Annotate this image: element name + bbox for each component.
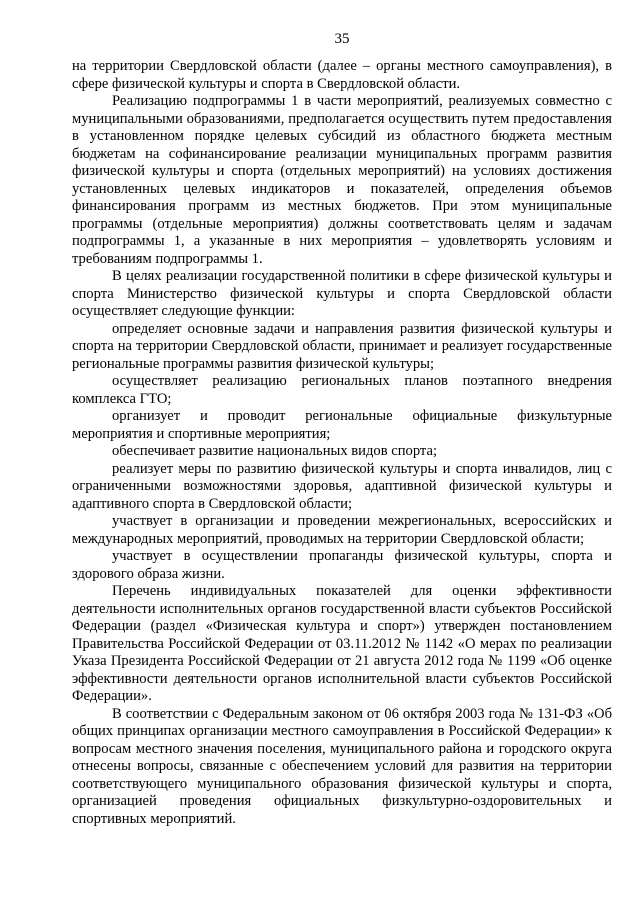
paragraph: реализует меры по развитию физической культуры и спорта инвалидов, лиц с ограниченными возможностями здоровья, адаптивной физической культуры и адаптивного спорта в Свердловской области; [72, 460, 612, 512]
paragraph: обеспечивает развитие национальных видов спорта; [112, 443, 438, 459]
paragraph: участвует в организации и проведении межрегиональных, всероссийских и международных мероприятий, проводимых на территории Свердловской области; [72, 513, 612, 547]
document-body [72, 58, 612, 828]
paragraph: на территории Свердловской области (далее – органы местного самоуправления), в сфере физической культуры и спорта в Свердловской области. [72, 58, 612, 92]
paragraph: осуществляет реализацию региональных планов поэтапного внедрения комплекса ГТО; [72, 373, 612, 407]
paragraph: В целях реализации государственной политики в сфере физической культуры и спорта Министерство физической культуры и спорта Свердловской области осуществляет следующие функции: [72, 268, 612, 319]
paragraph: Перечень индивидуальных показателей для оценки эффективности деятельности исполнительных органов государственной власти субъектов Российской Федерации (раздел «Физическая культура и спорт») утвержден постановлением Правительства Российской Федерации от 03.11.2012 № 1142 «О мерах по реализации Указа Президента Российской Федерации от 21 августа 2012 года № 1199 «Об оценке эффективности деятельности органов исполнительной власти субъектов Российской Федерации». [72, 583, 612, 704]
page-number: 35 [334, 31, 350, 47]
paragraph: определяет основные задачи и направления развития физической культуры и спорта на территории Свердловской области, принимает и реализует государственные региональные программы развития физической культуры; [72, 320, 612, 372]
paragraph: участвует в осуществлении пропаганды физической культуры, спорта и здорового образа жизни. [72, 548, 612, 582]
paragraph: Реализацию подпрограммы 1 в части мероприятий, реализуемых совместно с муниципальными образованиями, предполагается осуществить путем предоставления в установленном порядке целевых субсидий из областного бюджета местным бюджетам на софинансирование реализации муниципальных программ развития физической культуры и спорта (отдельных мероприятий) на условиях достижения установленных целевых индикаторов и показателей, определения объемов финансирования программ из местных бюджетов. При этом муниципальные программы (отдельные мероприятия) должны соответствовать целям и задачам подпрограммы 1, а указанные в них мероприятия – удовлетворять условиям и требованиям подпрограммы 1. [72, 93, 612, 267]
paragraph: организует и проводит региональные официальные физкультурные мероприятия и спортивные мероприятия; [72, 408, 612, 442]
paragraph: В соответствии с Федеральным законом от 06 октября 2003 года № 131-ФЗ «Об общих принципах организации местного самоуправления в Российской Федерации» к вопросам местного значения поселения, муниципального района и городского округа отнесены вопросы, связанные с обеспечением условий для развития на территории соответствующего муниципального образования физической культуры и спорта, организацией проведения официальных физкультурно-оздоровительных и спортивных мероприятий. [72, 705, 612, 827]
document-page [72, 30, 612, 828]
